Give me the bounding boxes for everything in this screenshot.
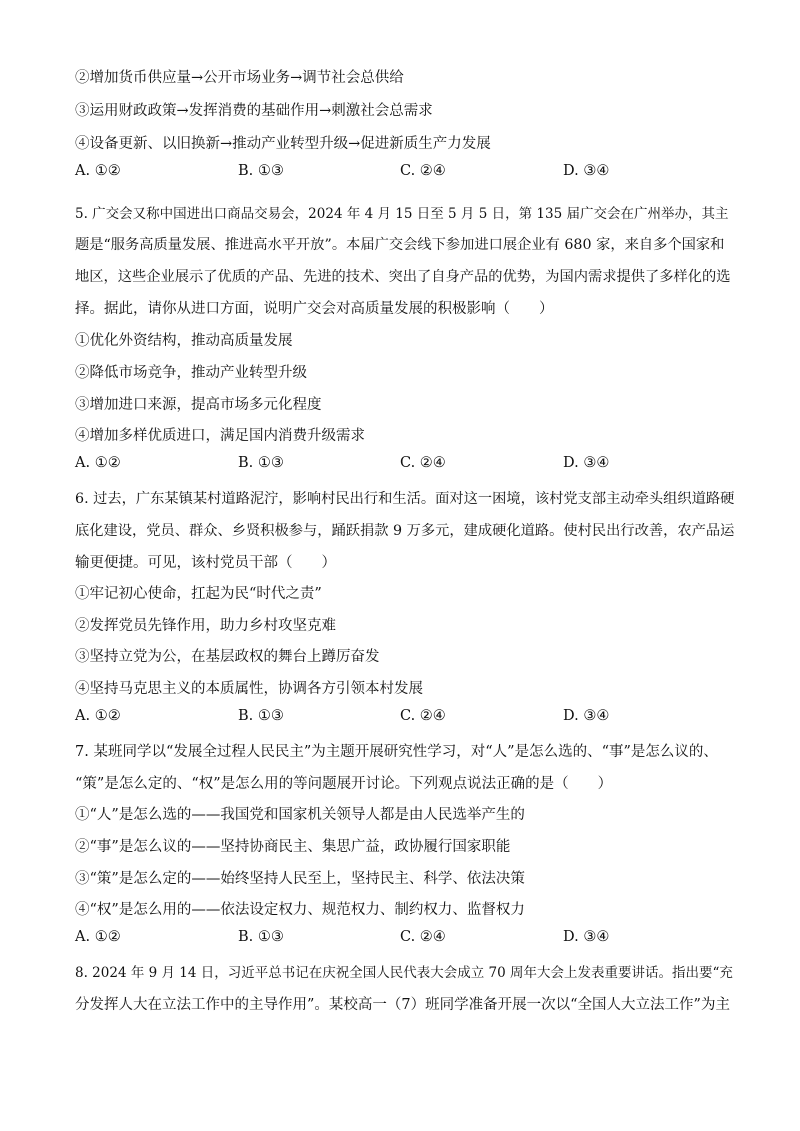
q5-choice-d[interactable]: D. ③④ bbox=[563, 455, 610, 471]
q5-stem-line-1: 5. 广交会又称中国进出口商品交易会，2024 年 4 月 15 日至 5 月 5 日，第 135 届广交会在广州举办，其主 bbox=[75, 206, 729, 222]
q4-choice-b[interactable]: B. ①③ bbox=[238, 163, 284, 179]
q6-option-2: ②发挥党员先锋作用，助力乡村攻坚克难 bbox=[75, 618, 336, 634]
q6-choice-b[interactable]: B. ①③ bbox=[238, 708, 284, 724]
q5-option-3: ③增加进口来源，提高市场多元化程度 bbox=[75, 397, 322, 413]
q6-choice-a[interactable]: A. ①② bbox=[75, 708, 121, 724]
q5-choice-b[interactable]: B. ①③ bbox=[238, 455, 284, 471]
q4-choice-c[interactable]: C. ②④ bbox=[400, 163, 446, 179]
q6-choices bbox=[75, 708, 735, 728]
q6-choice-d[interactable]: D. ③④ bbox=[563, 708, 610, 724]
q5-choice-a[interactable]: A. ①② bbox=[75, 455, 121, 471]
q8-stem-line-1: 8. 2024 年 9 月 14 日，习近平总书记在庆祝全国人民代表大会成立 70 周年大会上发表重要讲话。指出要“充 bbox=[75, 965, 733, 981]
q7-option-2: ②“事”是怎么议的——坚持协商民主、集思广益，政协履行国家职能 bbox=[75, 839, 511, 855]
q6-stem-line-2: 底化建设，党员、群众、乡贤积极参与，踊跃捐款 9 万多元，建成硬化道路。使村民出行改善，农产品运 bbox=[75, 523, 735, 539]
q4-choice-a[interactable]: A. ①② bbox=[75, 163, 121, 179]
q4-choices bbox=[75, 163, 735, 183]
q7-option-3: ③“策”是怎么定的——始终坚持人民至上，坚持民主、科学、依法决策 bbox=[75, 871, 525, 887]
q4-choice-d[interactable]: D. ③④ bbox=[563, 163, 610, 179]
q4-option-2: ②增加货币供应量→公开市场业务→调节社会总供给 bbox=[75, 70, 404, 86]
q6-choice-c[interactable]: C. ②④ bbox=[400, 708, 446, 724]
q6-option-1: ①牢记初心使命，扛起为民“时代之责” bbox=[75, 586, 322, 602]
q5-option-2: ②降低市场竞争，推动产业转型升级 bbox=[75, 365, 307, 381]
q6-stem-line-3: 输更便捷。可见，该村党员干部（ ） bbox=[75, 555, 336, 571]
q7-option-4: ④“权”是怎么用的——依法设定权力、规范权力、制约权力、监督权力 bbox=[75, 902, 525, 918]
q4-option-4: ④设备更新、以旧换新→推动产业转型升级→促进新质生产力发展 bbox=[75, 136, 491, 152]
q7-stem-line-1: 7. 某班同学以“发展全过程人民民主”为主题开展研究性学习，对“人”是怎么选的、“事”是怎么议的、 bbox=[75, 744, 718, 760]
q7-choice-d[interactable]: D. ③④ bbox=[563, 929, 610, 945]
q7-choice-a[interactable]: A. ①② bbox=[75, 929, 121, 945]
q5-option-1: ①优化外资结构，推动高质量发展 bbox=[75, 333, 293, 349]
q7-choice-b[interactable]: B. ①③ bbox=[238, 929, 284, 945]
q5-stem-line-3: 地区，这些企业展示了优质的产品、先进的技术、突出了自身产品的优势，为国内需求提供了多样化的选 bbox=[75, 269, 731, 285]
q5-choice-c[interactable]: C. ②④ bbox=[400, 455, 446, 471]
q7-choices bbox=[75, 929, 735, 949]
q6-option-4: ④坚持马克思主义的本质属性，协调各方引领本村发展 bbox=[75, 681, 423, 697]
q5-stem-line-2: 题是“服务高质量发展、推进高水平开放”。本届广交会线下参加进口展企业有 680 家，来自多个国家和 bbox=[75, 237, 725, 253]
q7-option-1: ①“人”是怎么选的——我国党和国家机关领导人都是由人民选举产生的 bbox=[75, 807, 525, 823]
q5-choices bbox=[75, 455, 735, 475]
q5-option-4: ④增加多样优质进口，满足国内消费升级需求 bbox=[75, 428, 365, 444]
q6-option-3: ③坚持立党为公，在基层政权的舞台上蹲厉奋发 bbox=[75, 649, 380, 665]
q4-option-3: ③运用财政政策→发挥消费的基础作用→刺激社会总需求 bbox=[75, 103, 433, 119]
q7-choice-c[interactable]: C. ②④ bbox=[400, 929, 446, 945]
q5-stem-line-4: 择。据此，请你从进口方面，说明广交会对高质量发展的积极影响（ ） bbox=[75, 301, 554, 317]
q7-stem-line-2: “策”是怎么定的、“权”是怎么用的等问题展开讨论。下列观点说法正确的是（ ） bbox=[75, 776, 613, 792]
q8-stem-line-2: 分发挥人大在立法工作中的主导作用”。某校高一（7）班同学准备开展一次以“全国人大立法工作”为主 bbox=[75, 997, 730, 1013]
q6-stem-line-1: 6. 过去，广东某镇某村道路泥泞，影响村民出行和生活。面对这一困境，该村党支部主动牵头组织道路硬 bbox=[75, 491, 735, 507]
